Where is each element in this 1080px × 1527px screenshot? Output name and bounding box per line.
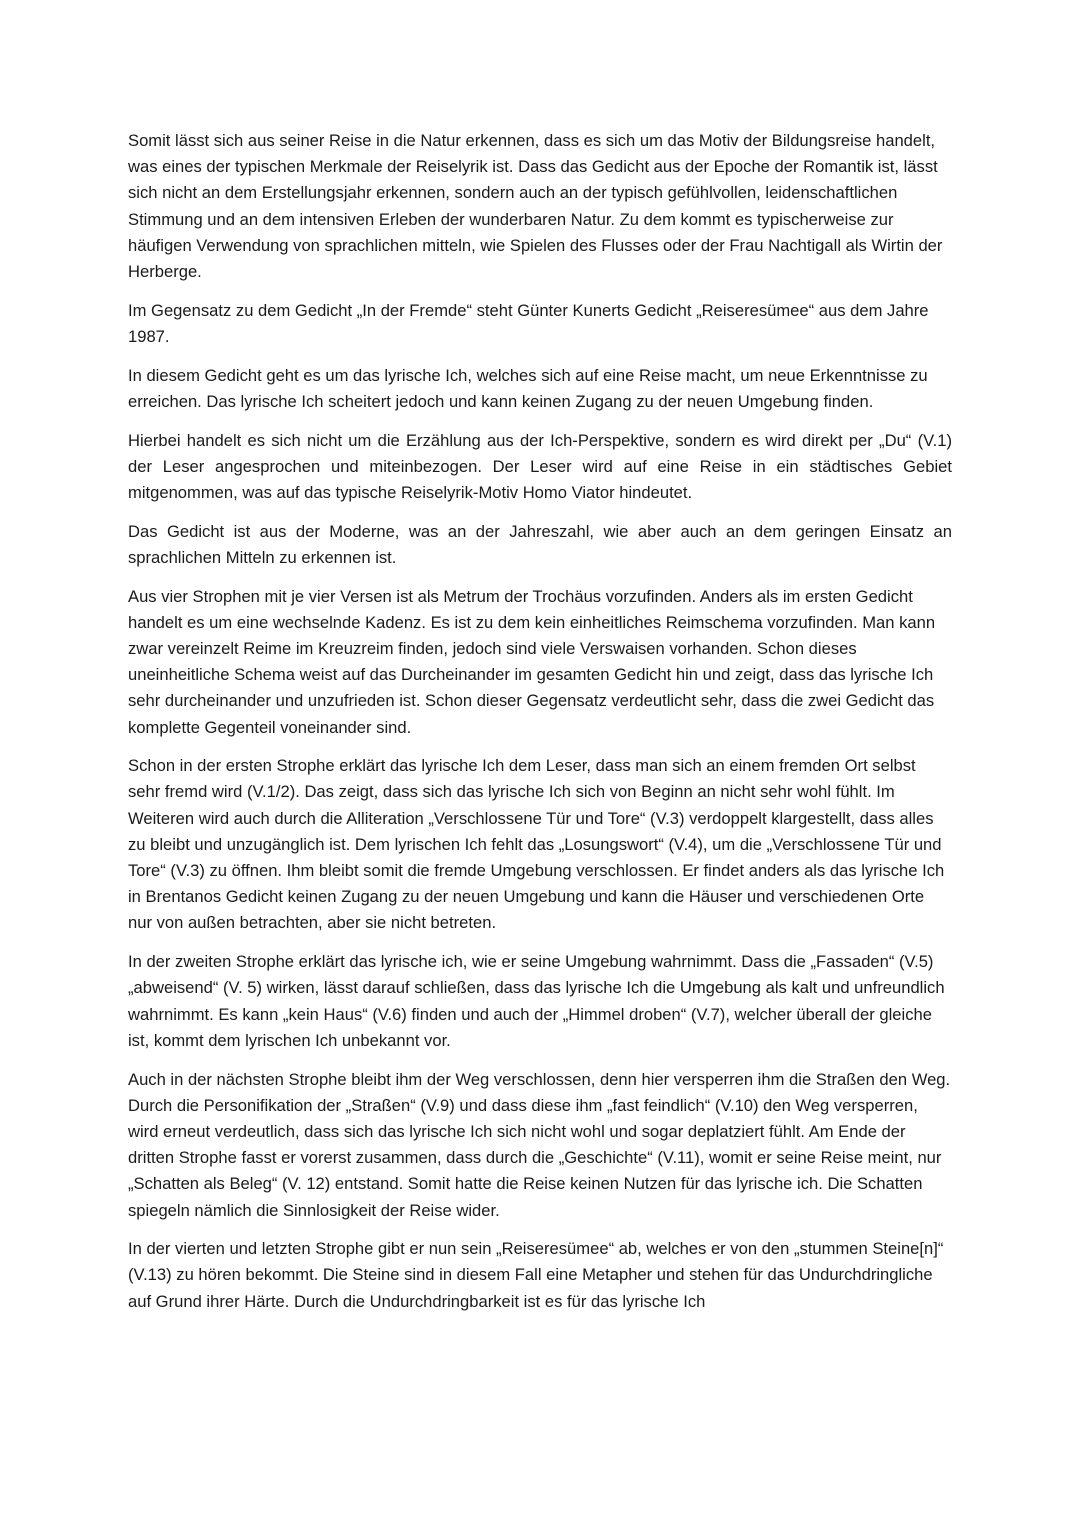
paragraph-introduction-second-poem: Im Gegensatz zu dem Gedicht „In der Fremde“ steht Günter Kunerts Gedicht „Reiseresümee“ aus dem Jahre 1987.	[128, 300, 929, 346]
paragraph-perspective: Hierbei handelt es sich nicht um die Erzählung aus der Ich-Perspektive, sondern es wird direkt per „Du“ (V.1) der Leser angesprochen und miteinbezogen. Der Leser wird auf eine Reise in ein städtisches Gebiet mitgenommen, was auf das typische Reiselyrik-Motiv Homo Viator hindeutet.	[128, 430, 952, 502]
paragraph-form-analysis: Aus vier Strophen mit je vier Versen ist als Metrum der Trochäus vorzufinden. Anders als im ersten Gedicht handelt es um eine wechselnde Kadenz. Es ist zu dem kein einheitliches Reimschema vorzufinden. Man kann zwar vereinzelt Reime im Kreuzreim finden, jedoch sind viele Verswaisen vorhanden. Schon dieses uneinheitliche Schema weist auf das Durcheinander im gesamten Gedicht hin und zeigt, dass das lyrische Ich sehr durcheinander und unzufrieden ist. Schon dieser Gegensatz verdeutlicht sehr, dass die zwei Gedicht das komplette Gegenteil voneinander sind.	[128, 586, 936, 737]
paragraph-second-stanza: In der zweiten Strophe erklärt das lyrische ich, wie er seine Umgebung wahrnimmt. Dass die „Fassaden“ (V.5) „abweisend“ (V. 5) wirken, lässt darauf schließen, dass das lyrische Ich die Umgebung als kalt und unfreundlich wahrnimmt. Es kann „kein Haus“ (V.6) finden und auch der „Himmel droben“ (V.7), welcher überall der gleiche ist, kommt dem lyrischen Ich unbekannt vor.	[128, 952, 945, 1050]
paragraph-romantik-summary: Somit lässt sich aus seiner Reise in die Natur erkennen, dass es sich um das Motiv der Bildungsreise handelt, was eines der typischen Merkmale der Reiselyrik ist. Dass das Gedicht aus der Epoche der Romantik ist, lässt sich nicht an dem Erstellungsjahr erkennen, sondern auch an der typisch gefühlvollen, leidenschaftlichen Stimmung und an dem intensiven Erleben der wunderbaren Natur. Zu dem kommt es typischerweise zur häufigen Verwendung von sprachlichen mitteln, wie Spielen des Flusses oder der Frau Nachtigall als Wirtin der Herberge.	[128, 131, 943, 282]
paragraph-fourth-stanza: In der vierten und letzten Strophe gibt er nun sein „Reiseresümee“ ab, welches er von den „stummen Steine[n]“ (V.13) zu hören bekommt. Die Steine sind in diesem Fall eine Metapher und stehen für das Undurchdringliche auf Grund ihrer Härte. Durch die Undurchdringbarkeit ist es für das lyrische Ich	[128, 1239, 944, 1311]
paragraph-epoch: Das Gedicht ist aus der Moderne, was an der Jahreszahl, wie aber auch an dem geringen Einsatz an sprachlichen Mitteln zu erkennen ist.	[128, 521, 952, 567]
paragraph-third-stanza: Auch in der nächsten Strophe bleibt ihm der Weg verschlossen, denn hier versperren ihm die Straßen den Weg. Durch die Personifikation der „Straßen“ (V.9) und dass diese ihm „fast feindlich“ (V.10) den Weg versperren, wird erneut verdeutlich, dass sich das lyrische Ich sich nicht wohl und sogar deplatziert fühlt. Am Ende der dritten Strophe fasst er vorerst zusammen, dass durch die „Geschichte“ (V.11), womit er seine Reise meint, nur „Schatten als Beleg“ (V. 12) entstand. Somit hatte die Reise keinen Nutzen für das lyrische ich. Die Schatten spiegeln nämlich die Sinnlosigkeit der Reise wider.	[128, 1069, 951, 1220]
document-page	[128, 128, 952, 1327]
paragraph-poem-content: In diesem Gedicht geht es um das lyrische Ich, welches sich auf eine Reise macht, um neue Erkenntnisse zu erreichen. Das lyrische Ich scheitert jedoch und kann keinen Zugang zu der neuen Umgebung finden.	[128, 365, 928, 411]
paragraph-first-stanza: Schon in der ersten Strophe erklärt das lyrische Ich dem Leser, dass man sich an einem fremden Ort selbst sehr fremd wird (V.1/2). Das zeigt, dass sich das lyrische Ich sich von Beginn an nicht sehr wohl fühlt. Im Weiteren wird auch durch die Alliteration „Verschlossene Tür und Tore“ (V.3) verdoppelt klargestellt, dass alles zu bleibt und unzugänglich ist. Dem lyrischen Ich fehlt das „Losungswort“ (V.4), um die „Verschlossene Tür und Tore“ (V.3) zu öffnen. Ihm bleibt somit die fremde Umgebung verschlossen. Er findet anders als das lyrische Ich in Brentanos Gedicht keinen Zugang zu der neuen Umgebung und kann die Häuser und verschiedenen Orte nur von außen betrachten, aber sie nicht betreten.	[128, 756, 945, 933]
